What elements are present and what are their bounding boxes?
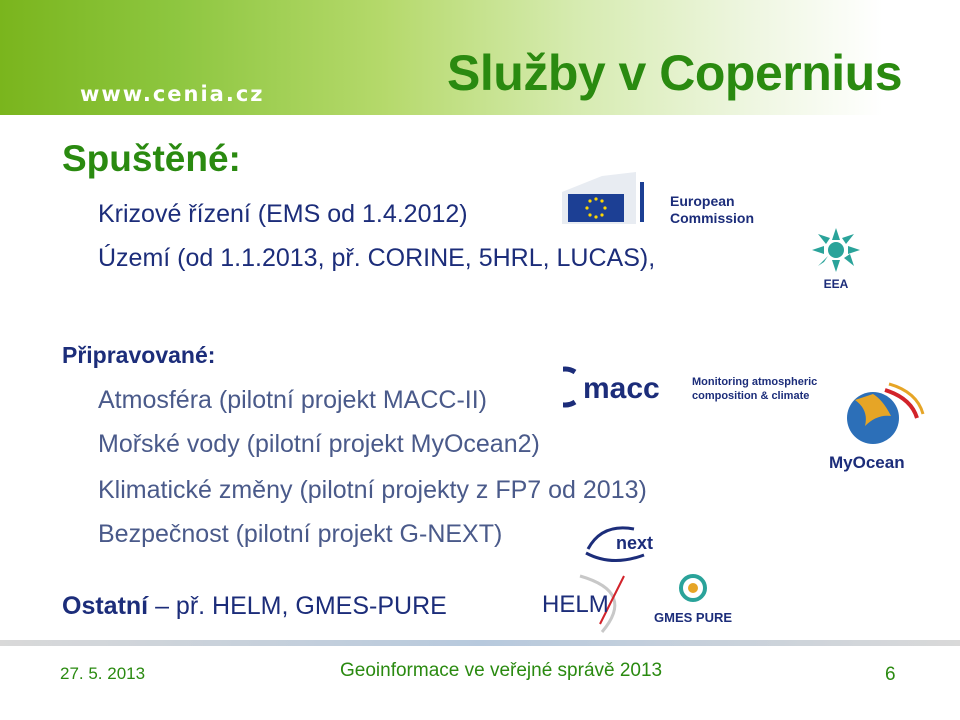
brand-url: www.cenia.cz [80,82,265,106]
macc-logo [563,366,691,413]
footer-divider [0,640,960,646]
ec-line2: Commission [670,210,755,226]
european-commission-logo [562,172,666,229]
prepared-heading: Připravované: [62,342,216,368]
eea-logo [806,226,870,295]
next-label: next [616,533,654,553]
other-label: Ostatní [62,592,149,620]
other-text: – př. HELM, GMES-PURE [148,592,447,620]
eea-label: EEA [823,277,849,290]
macc-tagline [692,375,817,403]
helm-logo [540,572,636,639]
prepared-item-security: Bezpečnost (pilotní projekt G-NEXT) [98,520,503,548]
macc-tag1: Monitoring atmospheric [692,376,818,388]
header-banner [0,0,960,115]
european-commission-text [670,193,754,227]
other-line [62,592,447,621]
launched-heading: Spuštěné: [62,138,241,179]
launched-item-land: Území (od 1.1.2013, př. CORINE, 5HRL, LUCAS), [98,244,656,272]
myocean-logo [825,380,925,480]
gmes-pure-logo [650,572,736,637]
macc-label: macc [583,372,660,405]
page-number: 6 [885,664,896,685]
gmes-pure-label: GMES PURE [654,610,733,625]
prepared-item-marine: Mořské vody (pilotní projekt MyOcean2) [98,430,540,458]
footer-date: 27. 5. 2013 [60,664,146,683]
prepared-item-atmosphere: Atmosféra (pilotní projekt MACC-II) [98,386,487,414]
gnext-logo [582,519,664,574]
page-title: Služby v Copernius [447,45,902,101]
myocean-label: MyOcean [829,453,905,472]
footer-event: Geoinformace ve veřejné správě 2013 [340,660,663,681]
helm-label: HELM [542,591,609,618]
macc-tag2: composition & climate [692,390,810,402]
ec-line1: European [670,193,735,209]
prepared-item-climate: Klimatické změny (pilotní projekty z FP7 od 2013) [98,476,647,504]
launched-item-ems: Krizové řízení (EMS od 1.4.2012) [98,200,468,228]
